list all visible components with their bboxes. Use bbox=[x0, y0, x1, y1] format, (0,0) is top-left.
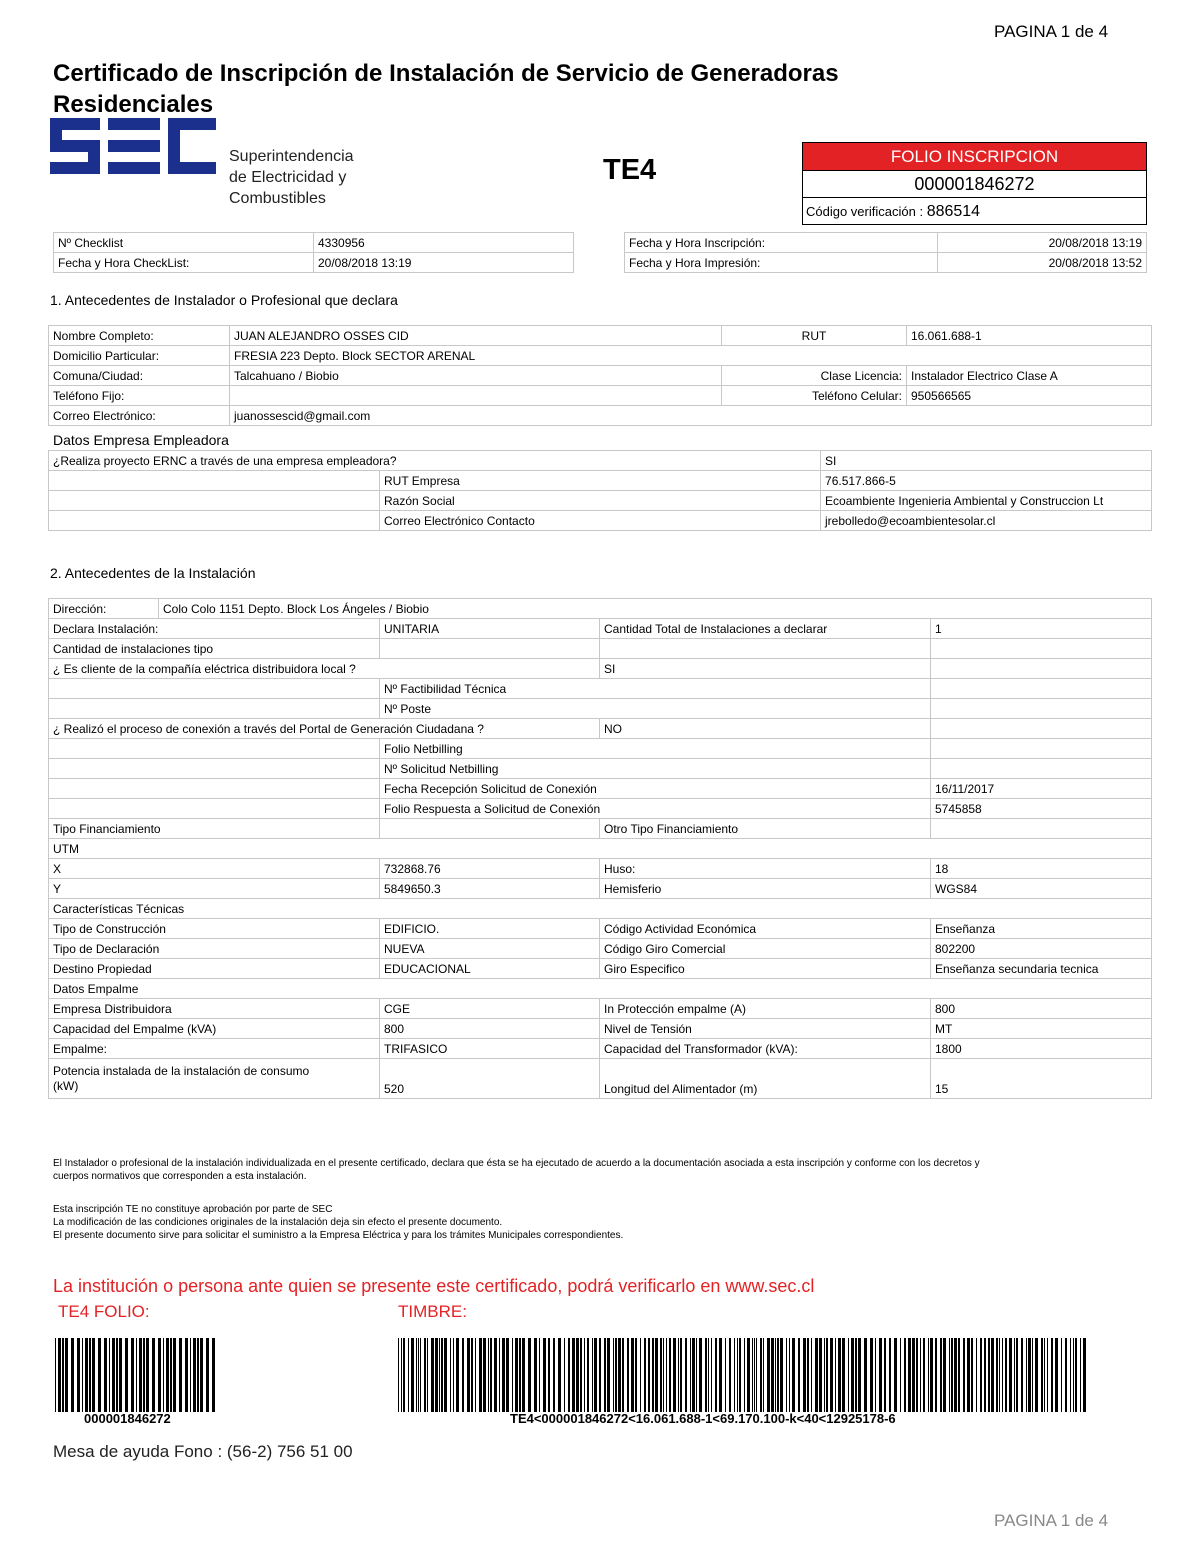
barcode-bar bbox=[136, 1338, 137, 1412]
barcode-bar bbox=[104, 1338, 107, 1412]
barcode-bar bbox=[705, 1338, 707, 1412]
barcode-bar bbox=[1035, 1338, 1038, 1412]
legal-notes: Esta inscripción TE no constituye aprobación por parte de SEC La modificación de las condiciones originales de la instalación deja sin efecto el presente documento. El presente documento sirve para solicitar el suministro a la Empresa Eléctrica y para los trámites Municipales correspondientes. bbox=[53, 1204, 624, 1241]
barcode-bar bbox=[92, 1338, 95, 1412]
barcode-bar bbox=[502, 1338, 505, 1412]
barcode-bar bbox=[971, 1338, 973, 1412]
barcode-bar bbox=[900, 1338, 901, 1412]
barcode-bar bbox=[1014, 1338, 1015, 1412]
barcode-bar bbox=[652, 1338, 654, 1412]
page-number: PAGINA 1 de 4 bbox=[994, 22, 1109, 41]
barcode-bar bbox=[815, 1338, 818, 1412]
barcode-bar bbox=[622, 1338, 624, 1412]
barcode-bar bbox=[594, 1338, 597, 1412]
barcode-bar bbox=[967, 1338, 970, 1412]
barcode-bar bbox=[696, 1338, 697, 1412]
barcode-bar bbox=[190, 1338, 191, 1412]
barcode-bar bbox=[1065, 1338, 1067, 1412]
table-row: Folio Respuesta a Solicitud de Conexión 5745858 bbox=[49, 799, 1152, 819]
table-row: Fecha y Hora CheckList: 20/08/2018 13:19 bbox=[54, 253, 574, 273]
barcode-bar bbox=[170, 1338, 172, 1412]
barcode-bar bbox=[200, 1338, 203, 1412]
barcode-bar bbox=[760, 1338, 762, 1412]
barcode-bar bbox=[744, 1338, 745, 1412]
barcode-bar bbox=[798, 1338, 800, 1412]
barcode-bar bbox=[678, 1338, 679, 1412]
barcode-bar bbox=[408, 1338, 409, 1412]
barcode-bar bbox=[146, 1338, 149, 1412]
te4-folio-label: TE4 FOLIO: bbox=[58, 1302, 150, 1321]
barcode-bar bbox=[999, 1338, 1000, 1412]
barcode-bar bbox=[858, 1338, 861, 1412]
barcode-bar bbox=[737, 1338, 738, 1412]
folio-barcode bbox=[55, 1338, 217, 1412]
barcode-bar bbox=[441, 1338, 443, 1412]
barcode-bar bbox=[780, 1338, 783, 1412]
barcode-bar bbox=[1047, 1338, 1048, 1412]
barcode-bar bbox=[648, 1338, 650, 1412]
barcode-bar bbox=[1005, 1338, 1007, 1412]
barcode-bar bbox=[543, 1338, 546, 1412]
barcode-bar bbox=[708, 1338, 709, 1412]
barcode-bar bbox=[55, 1338, 56, 1412]
barcode-bar bbox=[1061, 1338, 1062, 1412]
table-row: Correo Electrónico: juanossescid@gmail.com bbox=[49, 406, 1152, 426]
barcode-bar bbox=[756, 1338, 757, 1412]
barcode-bar bbox=[519, 1338, 521, 1412]
barcode-bar bbox=[690, 1338, 691, 1412]
barcode-bar bbox=[988, 1338, 990, 1412]
barcode-bar bbox=[729, 1338, 731, 1412]
barcode-bar bbox=[980, 1338, 982, 1412]
barcode-bar bbox=[125, 1338, 128, 1412]
folio-box bbox=[802, 142, 1147, 225]
barcode-bar bbox=[904, 1338, 906, 1412]
barcode-bar bbox=[803, 1338, 806, 1412]
barcode-bar bbox=[528, 1338, 531, 1412]
barcode-bar bbox=[923, 1338, 925, 1412]
legal-declaration: El Instalador o profesional de la instalación individualizada en el presente certificado, declara que ésta se ha ejecutado de acuerdo a la documentación asociada a esta inscripción y conforme con los decretos y cuerpos normativos que corresponden a esta instalación. bbox=[53, 1158, 980, 1182]
barcode-bar bbox=[963, 1338, 965, 1412]
barcode-bar bbox=[539, 1338, 540, 1412]
table-row: Nº Solicitud Netbilling bbox=[49, 759, 1152, 779]
folio-barcode-text: 000001846272 bbox=[84, 1411, 171, 1426]
barcode-bar bbox=[763, 1338, 764, 1412]
employer-title: Datos Empresa Empleadora bbox=[53, 432, 229, 448]
section-2-title: 2. Antecedentes de la Instalación bbox=[50, 565, 256, 581]
barcode-bar bbox=[943, 1338, 946, 1412]
table-row: Destino Propiedad EDUCACIONAL Giro Especifico Enseñanza secundaria tecnica bbox=[49, 959, 1152, 979]
barcode-bar bbox=[1002, 1338, 1003, 1412]
table-row: Características Técnicas bbox=[49, 899, 1152, 919]
barcode-bar bbox=[435, 1338, 438, 1412]
table-row: Empresa Distribuidora CGE In Protección empalme (A) 800 bbox=[49, 999, 1152, 1019]
barcode-bar bbox=[444, 1338, 447, 1412]
page-number-footer: PAGINA 1 de 4 bbox=[994, 1511, 1109, 1530]
table-row: Nº Poste bbox=[49, 699, 1152, 719]
table-row: Dirección: Colo Colo 1151 Depto. Block Los Ángeles / Biobio bbox=[49, 599, 1152, 619]
barcode-bar bbox=[483, 1338, 486, 1412]
table-row: ¿Realiza proyecto ERNC a través de una empresa empleadora? SI bbox=[49, 451, 1152, 471]
barcode-bar bbox=[548, 1338, 550, 1412]
barcode-bar bbox=[580, 1338, 582, 1412]
barcode-bar bbox=[663, 1338, 664, 1412]
table-row: Cantidad de instalaciones tipo bbox=[49, 639, 1152, 659]
barcode-bar bbox=[179, 1338, 182, 1412]
barcode-bar bbox=[89, 1338, 91, 1412]
barcode-bar bbox=[119, 1338, 122, 1412]
barcode-bar bbox=[553, 1338, 555, 1412]
barcode-bar bbox=[692, 1338, 695, 1412]
barcode-bar bbox=[996, 1338, 998, 1412]
barcode-bar bbox=[1083, 1338, 1086, 1412]
barcode-bar bbox=[604, 1338, 606, 1412]
table-row: Domicilio Particular: FRESIA 223 Depto. Block SECTOR ARENAL bbox=[49, 346, 1152, 366]
table-row: Razón Social Ecoambiente Ingenieria Ambiental y Construccion Lt bbox=[49, 491, 1152, 511]
document-title: Certificado de Inscripción de Instalación de Servicio de Generadoras Residenciales bbox=[53, 60, 839, 118]
barcode-bar bbox=[522, 1338, 525, 1412]
barcode-bar bbox=[403, 1338, 405, 1412]
table-row: X 732868.76 Huso: 18 bbox=[49, 859, 1152, 879]
barcode-bar bbox=[607, 1338, 610, 1412]
table-row: Tipo de Declaración NUEVA Código Giro Comercial 802200 bbox=[49, 939, 1152, 959]
table-row: Nº Checklist 4330956 bbox=[54, 233, 574, 253]
barcode-bar bbox=[1070, 1338, 1071, 1412]
table-row: Empalme: TRIFASICO Capacidad del Transformador (kVA): 1800 bbox=[49, 1039, 1152, 1059]
barcode-bar bbox=[534, 1338, 537, 1412]
barcode-bar bbox=[767, 1338, 770, 1412]
barcode-bar bbox=[77, 1338, 80, 1412]
sec-logo bbox=[50, 116, 220, 180]
barcode-bar bbox=[655, 1338, 658, 1412]
table-row: Fecha y Hora Impresión: 20/08/2018 13:52 bbox=[625, 253, 1147, 273]
barcode-bar bbox=[615, 1338, 617, 1412]
barcode-bar bbox=[771, 1338, 774, 1412]
barcode-bar bbox=[864, 1338, 867, 1412]
barcode-bar bbox=[669, 1338, 671, 1412]
table-row: ¿ Realizó el proceso de conexión a través del Portal de Generación Ciudadana ? NO bbox=[49, 719, 1152, 739]
barcode-bar bbox=[754, 1338, 755, 1412]
barcode-bar bbox=[635, 1338, 637, 1412]
barcode-bar bbox=[475, 1338, 476, 1412]
barcode-bar bbox=[685, 1338, 687, 1412]
barcode-bar bbox=[640, 1338, 641, 1412]
barcode-bar bbox=[875, 1338, 876, 1412]
barcode-bar bbox=[666, 1338, 667, 1412]
barcode-bar bbox=[1080, 1338, 1081, 1412]
barcode-bar bbox=[958, 1338, 960, 1412]
barcode-bar bbox=[185, 1338, 188, 1412]
barcode-bar bbox=[786, 1338, 787, 1412]
table-row: Tipo Financiamiento Otro Tipo Financiamiento bbox=[49, 819, 1152, 839]
barcode-bar bbox=[935, 1338, 937, 1412]
barcode-bar bbox=[734, 1338, 735, 1412]
barcode-bar bbox=[1009, 1338, 1012, 1412]
barcode-bar bbox=[62, 1338, 64, 1412]
help-desk-phone: Mesa de ayuda Fono : (56-2) 756 51 00 bbox=[53, 1442, 353, 1461]
barcode-bar bbox=[951, 1338, 953, 1412]
timbre-barcode-text: TE4<000001846272<16.061.688-1<69.170.100-k<40<12925178-6 bbox=[510, 1411, 896, 1426]
barcode-bar bbox=[851, 1338, 854, 1412]
barcode-bar bbox=[499, 1338, 500, 1412]
barcode-bar bbox=[420, 1338, 421, 1412]
barcode-bar bbox=[1055, 1338, 1058, 1412]
barcode-bar bbox=[848, 1338, 849, 1412]
barcode-bar bbox=[894, 1338, 897, 1412]
barcode-bar bbox=[618, 1338, 621, 1412]
folio-number: 000001846272 bbox=[803, 171, 1146, 198]
barcode-bar bbox=[889, 1338, 891, 1412]
barcode-bar bbox=[826, 1338, 828, 1412]
barcode-bar bbox=[1026, 1338, 1027, 1412]
barcode-bar bbox=[506, 1338, 509, 1412]
barcode-bar bbox=[424, 1338, 426, 1412]
table-row: Declara Instalación: UNITARIA Cantidad Total de Instalaciones a declarar 1 bbox=[49, 619, 1152, 639]
table-row: Nº Factibilidad Técnica bbox=[49, 679, 1152, 699]
barcode-bar bbox=[1016, 1338, 1018, 1412]
table-row: Datos Empalme bbox=[49, 979, 1152, 999]
barcode-bar bbox=[427, 1338, 428, 1412]
barcode-bar bbox=[613, 1338, 614, 1412]
barcode-bar bbox=[976, 1338, 977, 1412]
table-row: Teléfono Fijo: Teléfono Celular: 950566565 bbox=[49, 386, 1152, 406]
barcode-bar bbox=[991, 1338, 994, 1412]
barcode-bar bbox=[775, 1338, 776, 1412]
barcode-bar bbox=[920, 1338, 921, 1412]
barcode-bar bbox=[835, 1338, 836, 1412]
barcode-bar bbox=[644, 1338, 646, 1412]
barcode-bar bbox=[462, 1338, 464, 1412]
barcode-bar bbox=[1028, 1338, 1031, 1412]
barcode-bar bbox=[401, 1338, 402, 1412]
folio-header: FOLIO INSCRIPCION bbox=[803, 143, 1146, 171]
barcode-bar bbox=[592, 1338, 593, 1412]
barcode-bar bbox=[572, 1338, 575, 1412]
barcode-bar bbox=[568, 1338, 570, 1412]
barcode-bar bbox=[467, 1338, 470, 1412]
barcode-bar bbox=[673, 1338, 676, 1412]
barcode-bar bbox=[98, 1338, 101, 1412]
barcode-bar bbox=[984, 1338, 986, 1412]
table-row: Y 5849650.3 Hemisferio WGS84 bbox=[49, 879, 1152, 899]
barcode-bar bbox=[884, 1338, 886, 1412]
barcode-bar bbox=[824, 1338, 825, 1412]
barcode-bar bbox=[197, 1338, 199, 1412]
barcode-bar bbox=[954, 1338, 957, 1412]
inscription-dates-table bbox=[624, 232, 1147, 273]
barcode-bar bbox=[940, 1338, 942, 1412]
barcode-bar bbox=[699, 1338, 702, 1412]
barcode-bar bbox=[71, 1338, 74, 1412]
form-code: TE4 bbox=[603, 154, 657, 186]
table-row: Fecha y Hora Inscripción: 20/08/2018 13:19 bbox=[625, 233, 1147, 253]
barcode-bar bbox=[1044, 1338, 1045, 1412]
barcode-bar bbox=[587, 1338, 589, 1412]
barcode-bar bbox=[479, 1338, 482, 1412]
table-row: Comuna/Ciudad: Talcahuano / Biobio Clase Licencia: Instalador Electrico Clase A bbox=[49, 366, 1152, 386]
barcode-bar bbox=[564, 1338, 565, 1412]
timbre-label: TIMBRE: bbox=[398, 1302, 467, 1321]
barcode-bar bbox=[916, 1338, 918, 1412]
checklist-table bbox=[53, 232, 574, 273]
barcode-bar bbox=[439, 1338, 440, 1412]
barcode-bar bbox=[143, 1338, 145, 1412]
barcode-bar bbox=[85, 1338, 88, 1412]
barcode-bar bbox=[116, 1338, 118, 1412]
barcode-bar bbox=[158, 1338, 161, 1412]
barcode-bar bbox=[680, 1338, 682, 1412]
barcode-bar bbox=[431, 1338, 434, 1412]
table-row: Potencia instalada de la instalación de consumo (kW) 520 Longitud del Alimentador (m) 15 bbox=[49, 1059, 1152, 1099]
barcode-bar bbox=[65, 1338, 68, 1412]
employer-table bbox=[48, 450, 1152, 531]
barcode-bar bbox=[206, 1338, 209, 1412]
barcode-bar bbox=[928, 1338, 929, 1412]
barcode-bar bbox=[789, 1338, 790, 1412]
barcode-bar bbox=[719, 1338, 722, 1412]
barcode-bar bbox=[416, 1338, 417, 1412]
table-row: RUT Empresa 76.517.866-5 bbox=[49, 471, 1152, 491]
table-row: Nombre Completo: JUAN ALEJANDRO OSSES CID RUT 16.061.688-1 bbox=[49, 326, 1152, 346]
barcode-bar bbox=[58, 1338, 61, 1412]
barcode-bar bbox=[811, 1338, 812, 1412]
barcode-bar bbox=[515, 1338, 518, 1412]
barcode-bar bbox=[739, 1338, 741, 1412]
barcode-bar bbox=[488, 1338, 489, 1412]
barcode-bar bbox=[398, 1338, 399, 1412]
barcode-bar bbox=[109, 1338, 110, 1412]
table-row: Folio Netbilling bbox=[49, 739, 1152, 759]
barcode-bar bbox=[139, 1338, 142, 1412]
timbre-barcode bbox=[398, 1338, 1088, 1412]
barcode-bar bbox=[193, 1338, 196, 1412]
barcode-bar bbox=[1075, 1338, 1077, 1412]
barcode-bar bbox=[725, 1338, 726, 1412]
verification-code: Código verificación : 886514 bbox=[806, 203, 981, 220]
table-row: Correo Electrónico Contacto jrebolledo@ecoambientesolar.cl bbox=[49, 511, 1152, 531]
barcode-bar bbox=[777, 1338, 779, 1412]
barcode-bar bbox=[855, 1338, 857, 1412]
barcode-bar bbox=[879, 1338, 882, 1412]
barcode-bar bbox=[908, 1338, 911, 1412]
verify-notice: La institución o persona ante quien se presente este certificado, podrá verificarlo en www.sec.cl bbox=[53, 1276, 815, 1296]
barcode-bar bbox=[870, 1338, 873, 1412]
barcode-bar bbox=[752, 1338, 753, 1412]
barcode-bar bbox=[212, 1338, 215, 1412]
barcode-bar bbox=[912, 1338, 915, 1412]
barcode-bar bbox=[1032, 1338, 1033, 1412]
barcode-bar bbox=[450, 1338, 451, 1412]
barcode-bar bbox=[152, 1338, 155, 1412]
table-row: Capacidad del Empalme (kVA) 800 Nivel de Tensión MT bbox=[49, 1019, 1152, 1039]
barcode-bar bbox=[494, 1338, 497, 1412]
barcode-bar bbox=[807, 1338, 809, 1412]
barcode-bar bbox=[711, 1338, 712, 1412]
section-1-title: 1. Antecedentes de Instalador o Profesional que declara bbox=[50, 292, 398, 308]
barcode-bar bbox=[660, 1338, 662, 1412]
barcode-bar bbox=[131, 1338, 134, 1412]
barcode-bar bbox=[173, 1338, 176, 1412]
barcode-bar bbox=[163, 1338, 164, 1412]
installer-table bbox=[48, 325, 1152, 426]
barcode-bar bbox=[627, 1338, 629, 1412]
barcode-bar bbox=[1041, 1338, 1043, 1412]
barcode-bar bbox=[411, 1338, 414, 1412]
barcode-bar bbox=[819, 1338, 822, 1412]
barcode-bar bbox=[112, 1338, 115, 1412]
table-row: ¿ Es cliente de la compañía eléctrica distribuidora local ? SI bbox=[49, 659, 1152, 679]
barcode-bar bbox=[558, 1338, 561, 1412]
installation-table bbox=[48, 598, 1152, 1099]
barcode-bar bbox=[830, 1338, 833, 1412]
barcode-bar bbox=[1073, 1338, 1074, 1412]
barcode-bar bbox=[453, 1338, 454, 1412]
barcode-bar bbox=[1021, 1338, 1023, 1412]
institution-name: Superintendencia de Electricidad y Combustibles bbox=[229, 148, 354, 207]
barcode-bar bbox=[838, 1338, 841, 1412]
barcode-bar bbox=[715, 1338, 717, 1412]
barcode-bar bbox=[792, 1338, 795, 1412]
barcode-bar bbox=[166, 1338, 169, 1412]
barcode-bar bbox=[842, 1338, 845, 1412]
barcode-bar bbox=[418, 1338, 419, 1412]
barcode-bar bbox=[599, 1338, 601, 1412]
barcode-bar bbox=[512, 1338, 513, 1412]
table-row: Fecha Recepción Solicitud de Conexión 16/11/2017 bbox=[49, 779, 1152, 799]
barcode-bar bbox=[584, 1338, 585, 1412]
barcode-bar bbox=[456, 1338, 459, 1412]
barcode-bar bbox=[1051, 1338, 1053, 1412]
table-row: UTM bbox=[49, 839, 1152, 859]
barcode-bar bbox=[747, 1338, 750, 1412]
barcode-bar bbox=[949, 1338, 950, 1412]
barcode-bar bbox=[471, 1338, 473, 1412]
table-row: Tipo de Construcción EDIFICIO. Código Actividad Económica Enseñanza bbox=[49, 919, 1152, 939]
barcode-bar bbox=[576, 1338, 579, 1412]
barcode-bar bbox=[490, 1338, 492, 1412]
barcode-bar bbox=[930, 1338, 933, 1412]
barcode-bar bbox=[631, 1338, 634, 1412]
barcode-bar bbox=[82, 1338, 83, 1412]
